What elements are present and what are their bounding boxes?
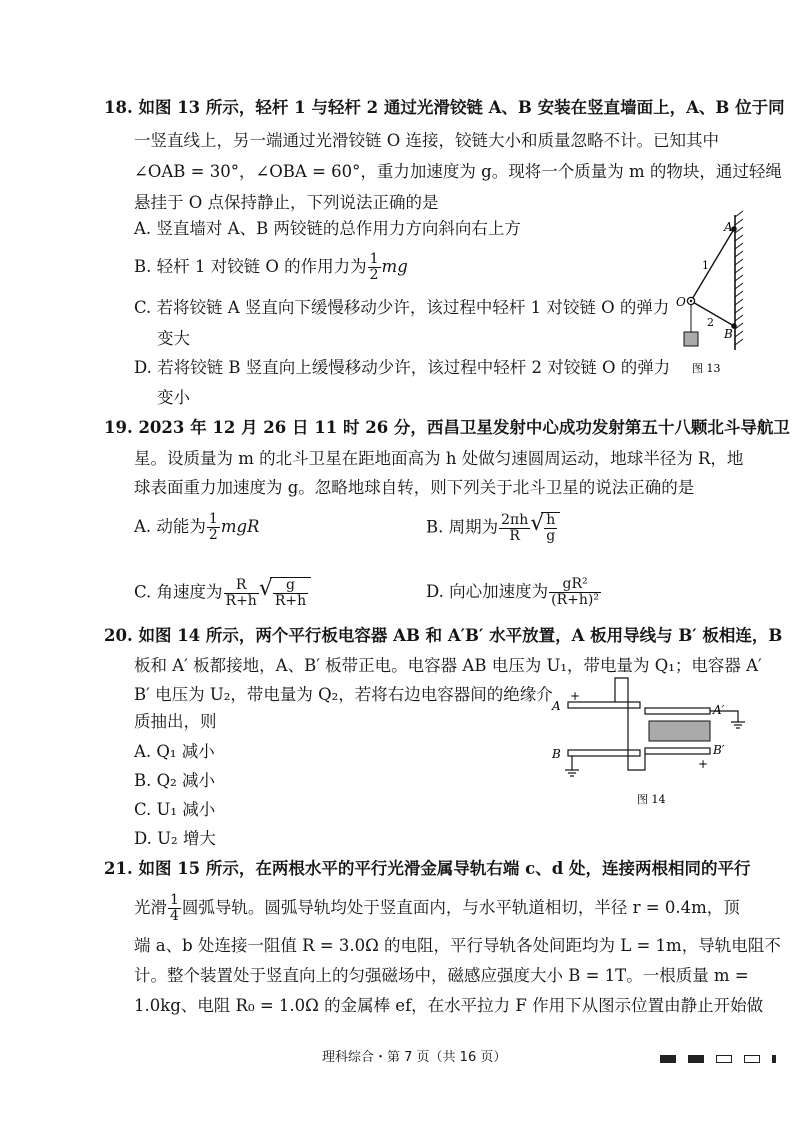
plate-b bbox=[568, 750, 640, 756]
q18-option-c-line2: 变大 bbox=[157, 329, 190, 348]
figure-14 bbox=[550, 670, 760, 812]
q18-line4: 悬挂于 O 点保持静止，下列说法正确的是 bbox=[134, 193, 439, 212]
filled-mark bbox=[660, 1055, 676, 1063]
q18-option-d-line1: D. 若将铰链 B 竖直向上缓慢移动少许，该过程中轻杆 2 对铰链 O 的弹力 bbox=[134, 358, 671, 377]
fraction: $\frac{1}{2}$ bbox=[208, 511, 218, 543]
q19-option-c: C. 角速度为 $\frac{R}{R+h}$ √ $\frac{g}{R+h}$ bbox=[134, 577, 311, 609]
q21-line3: 端 a、b 处连接一阻值 R = 3.0Ω 的电阻，平行导轨各处间距均为 L = 1m，导轨电阻不 bbox=[134, 936, 781, 955]
empty-mark bbox=[744, 1055, 760, 1063]
q19-option-b: B. 周期为 $\frac{2\pi h}{R}$ √ $\frac{h}{g}$ bbox=[426, 512, 560, 544]
plate-b-prime bbox=[645, 748, 710, 754]
fig14-label-a-prime: A′ bbox=[713, 703, 725, 717]
q19-line2: 星。设质量为 m 的北斗卫星在距地面高为 h 处做匀速圆周运动，地球半径为 R，地 bbox=[134, 449, 744, 468]
empty-mark bbox=[716, 1055, 732, 1063]
q21-line1: 21. 如图 15 所示，在两根水平的平行光滑金属导轨右端 c、d 处，连接两根相同的平行 bbox=[104, 859, 751, 878]
fig14-label-b-prime: B′ bbox=[713, 743, 725, 757]
fig13-label-o: O bbox=[676, 295, 686, 309]
page-footer: 理科综合・第 7 页（共 16 页） bbox=[322, 1050, 507, 1065]
q20-line4: 质抽出，则 bbox=[134, 712, 217, 731]
q19-option-a: A. 动能为 $\frac{1}{2}$ mgR bbox=[134, 511, 260, 543]
fig14-caption: 图 14 bbox=[637, 793, 666, 806]
q19-line3: 球表面重力加速度为 g。忽略地球自转，则下列关于北斗卫星的说法正确的是 bbox=[134, 478, 695, 497]
q18-option-b: B. 轻杆 1 对铰链 O 的作用力为 $\frac{1}{2}$ mg bbox=[134, 251, 408, 283]
fig13-label-2: 2 bbox=[707, 316, 714, 329]
fig14-plus-a: + bbox=[570, 689, 581, 703]
q20-option-d: D. U₂ 增大 bbox=[134, 829, 216, 848]
fraction: $\frac{1}{2}$ bbox=[369, 251, 379, 283]
q20-option-a: A. Q₁ 减小 bbox=[134, 742, 215, 761]
q19-option-d: D. 向心加速度为 $\frac{\text{gR²}}{\text{(R+h)²}}$ bbox=[426, 576, 599, 608]
q18-line2: 一竖直线上，另一端通过光滑铰链 O 连接，铰链大小和质量忽略不计。已知其中 bbox=[134, 131, 720, 150]
q20-option-b: B. Q₂ 减小 bbox=[134, 771, 216, 790]
q18-option-d-line2: 变小 bbox=[157, 388, 190, 407]
figure-13 bbox=[660, 205, 760, 380]
q21-line4: 计。整个装置处于竖直向上的匀强磁场中，磁感应强度大小 B = 1T。一根质量 m = bbox=[134, 966, 749, 985]
q18-line3: ∠OAB = 30°，∠OBA = 60°，重力加速度为 g。现将一个质量为 m 的物块，通过轻绳 bbox=[134, 162, 782, 181]
fraction: $\frac{\text{gR²}}{\text{(R+h)²}}$ bbox=[551, 576, 599, 608]
sqrt: √ $\frac{h}{g}$ bbox=[541, 512, 560, 544]
q20-option-c: C. U₁ 减小 bbox=[134, 800, 216, 819]
fig13-label-1: 1 bbox=[702, 259, 709, 272]
fig14-plus-b-prime: + bbox=[698, 757, 709, 771]
q18-line1: 18. 如图 13 所示，轻杆 1 与轻杆 2 通过光滑铰链 A、B 安装在竖直墙面上，A、B 位于同 bbox=[104, 98, 785, 117]
rod-1 bbox=[691, 229, 734, 301]
q18-option-a: A. 竖直墙对 A、B 两铰链的总作用力方向斜向右上方 bbox=[134, 219, 521, 238]
fig13-label-a: A bbox=[724, 220, 733, 234]
sqrt: √ $\frac{g}{R+h}$ bbox=[270, 577, 311, 609]
q21-line2: 光滑 $\frac{1}{4}$ 圆弧导轨。圆弧导轨均处于竖直面内，与水平轨道相切，半径 r = 0.4m，顶 bbox=[134, 892, 740, 924]
fraction: $\frac{R}{R+h}$ bbox=[225, 576, 257, 609]
fig13-label-b: B bbox=[724, 327, 733, 341]
fraction: $\frac{2\pi h}{R}$ bbox=[501, 511, 529, 544]
page-marks bbox=[660, 1048, 776, 1067]
q19-line1: 19. 2023 年 12 月 26 日 11 时 26 分，西昌卫星发射中心成功发射第五十八颗北斗导航卫 bbox=[104, 418, 790, 437]
dielectric bbox=[649, 721, 710, 741]
block bbox=[684, 332, 698, 346]
fig14-label-a: A bbox=[552, 699, 561, 713]
q20-line1: 20. 如图 14 所示，两个平行板电容器 AB 和 A′B′ 水平放置，A 板用导线与 B′ 板相连，B bbox=[104, 626, 783, 645]
fraction: $\frac{1}{4}$ bbox=[170, 892, 179, 924]
q21-line5: 1.0kg、电阻 R₀ = 1.0Ω 的金属棒 ef，在水平拉力 F 作用下从图示位置由静止开始做 bbox=[134, 996, 764, 1015]
q20-line3: B′ 电压为 U₂，带电量为 Q₂，若将右边电容器间的绝缘介 bbox=[134, 685, 553, 704]
q18-option-c-line1: C. 若将铰链 A 竖直向下缓慢移动少许，该过程中轻杆 1 对铰链 O 的弹力 bbox=[134, 298, 670, 317]
fig13-caption: 图 13 bbox=[692, 362, 721, 375]
bar-mark bbox=[772, 1055, 776, 1063]
fig14-label-b: B bbox=[552, 747, 561, 761]
filled-mark bbox=[688, 1055, 704, 1063]
q20-line2: 板和 A′ 板都接地，A、B′ 板带正电。电容器 AB 电压为 U₁，带电量为 Q₁；电容器 A′ bbox=[134, 656, 762, 675]
plate-a-prime bbox=[645, 708, 710, 714]
